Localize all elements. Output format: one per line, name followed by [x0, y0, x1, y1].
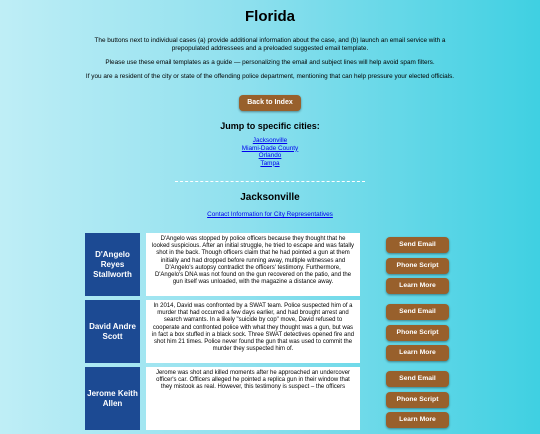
case-card	[85, 367, 455, 430]
intro-paragraph: If you are a resident of the city or state of the offending police department, mentioning that can help pressure your elected officials.	[85, 73, 455, 80]
phone-script-button[interactable]: Phone Script	[386, 258, 449, 274]
case-name: D'Angelo Reyes Stallworth	[85, 233, 140, 296]
case-card	[85, 233, 455, 296]
case-list	[85, 233, 455, 434]
case-actions	[386, 371, 449, 433]
city-heading: Jacksonville	[240, 192, 300, 204]
contact-info-link[interactable]: Contact Information for City Representatives	[207, 211, 333, 219]
send-email-button[interactable]: Send Email	[386, 237, 449, 253]
city-link-miami-dade[interactable]: Miami-Dade County	[241, 144, 299, 152]
section-divider	[175, 181, 365, 182]
intro	[0, 37, 540, 81]
case-card	[85, 300, 455, 363]
city-link-orlando[interactable]: Orlando	[258, 152, 282, 160]
case-description: Jerome was shot and killed moments after he approached an undercover officer's car. Officers alleged he pointed a replica gun in their window that they mistook as real. However, this testimony is suspect – the officers	[146, 367, 360, 430]
city-link-tampa[interactable]: Tampa	[260, 159, 280, 167]
case-description: D'Angelo was stopped by police officers because they thought that he looked suspicious. After an initial struggle, he tried to escape and was fatally shot in the back. Though officers claim that he had pointed a gun at them initially and had dropped before running away, multiple witnesses and D'Angelo's autopsy contradict the officers' testimony. Furthermore, D'Angelo's DNA was not found on the gun recovered on the patio, and the gun itself was unloaded, with the magazine a distance away.	[146, 233, 360, 296]
learn-more-button[interactable]: Learn More	[386, 345, 449, 361]
learn-more-button[interactable]: Learn More	[386, 412, 449, 428]
back-to-index-button[interactable]: Back to Index	[239, 95, 301, 111]
page-title: Florida	[244, 8, 295, 25]
case-name: Jerome Keith Allen	[85, 367, 140, 430]
case-actions	[386, 237, 449, 299]
city-link-jacksonville[interactable]: Jacksonville	[252, 137, 288, 144]
phone-script-button[interactable]: Phone Script	[386, 325, 449, 341]
intro-paragraph: Please use these email templates as a guide — personalizing the email and subject lines will help avoid spam filters.	[105, 59, 435, 66]
case-actions	[386, 304, 449, 366]
case-description: In 2014, David was confronted by a SWAT team. Police suspected him of a murder that had occurred a few days earlier, and had brought arrest and search warrants. In a likely "suicide by cop" move, David refused to cooperate and confronted police with what they thought was a gun, but was in fact a box stuffed in a black sock. Three SWAT detectives opened fire and shot him 21 times. Police never found the gun that was used to commit the murder they suspected him of.	[146, 300, 360, 363]
phone-script-button[interactable]: Phone Script	[386, 392, 449, 408]
send-email-button[interactable]: Send Email	[386, 371, 449, 387]
send-email-button[interactable]: Send Email	[386, 304, 449, 320]
case-name: David Andre Scott	[85, 300, 140, 363]
intro-paragraph: The buttons next to individual cases (a) provide additional information about the case, and (b) launch an email service with a prepopulated addressees and a preloaded suggested email template.	[94, 37, 446, 52]
jump-title: Jump to specific cities:	[220, 121, 320, 131]
learn-more-button[interactable]: Learn More	[386, 278, 449, 294]
city-jump-list	[0, 137, 540, 167]
